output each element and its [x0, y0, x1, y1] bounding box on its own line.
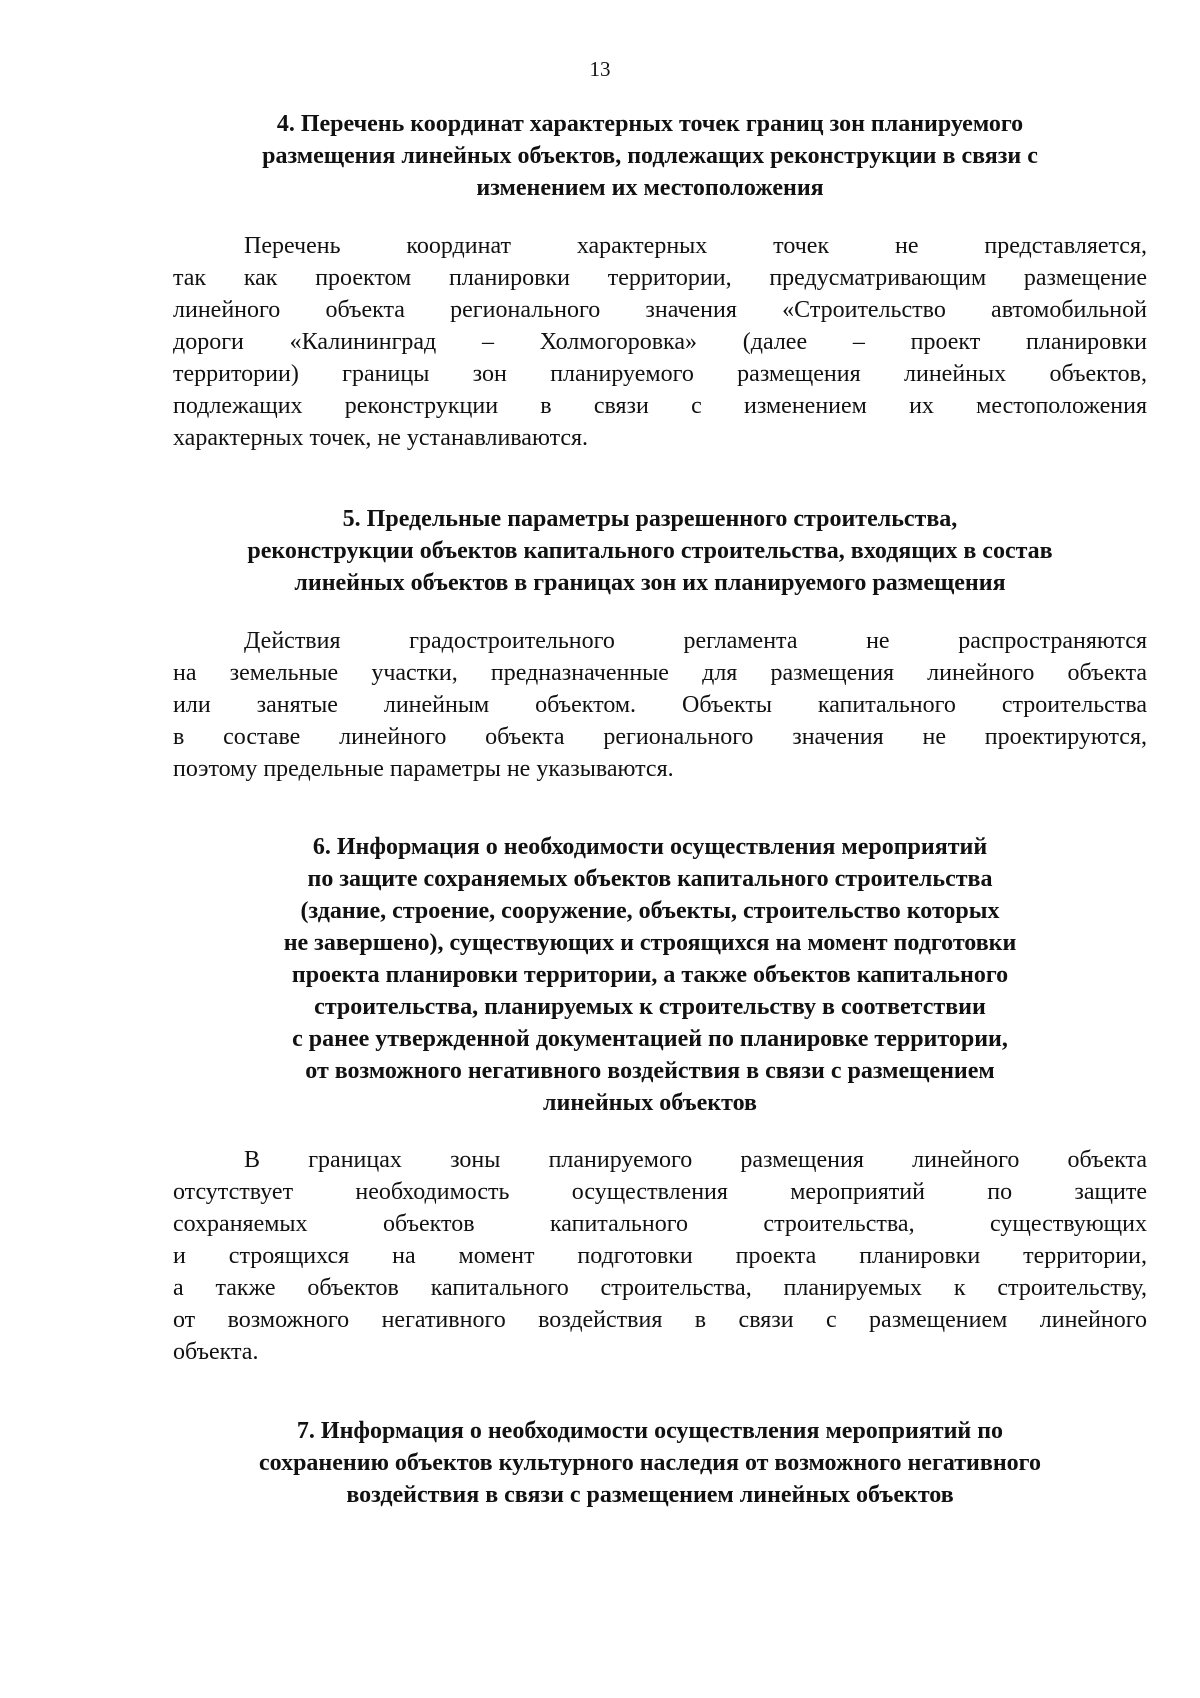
paragraph-line: характерных точек, не устанавливаются.	[173, 425, 589, 451]
page-number: 13	[589, 57, 611, 81]
heading-line: линейных объектов	[543, 1090, 757, 1116]
section-6-paragraph	[173, 1144, 1147, 1368]
heading-line: изменением их местоположения	[476, 175, 824, 201]
paragraph-line: на земельные участки, предназначенные для размещения линейного объекта	[173, 660, 1147, 686]
paragraph-line: в составе линейного объекта регионального значения не проектируются,	[173, 724, 1147, 750]
heading-line: не завершено), существующих и строящихся на момент подготовки	[283, 930, 1017, 956]
paragraph-line: дороги «Калининград – Холмогоровка» (далее – проект планировки	[173, 329, 1147, 355]
paragraph-line: линейного объекта регионального значения «Строительство автомобильной	[173, 297, 1147, 323]
section-7-heading	[150, 1415, 1150, 1511]
heading-line: размещения линейных объектов, подлежащих реконструкции в связи с	[262, 143, 1038, 169]
paragraph-line: и строящихся на момент подготовки проекта планировки территории,	[173, 1243, 1147, 1269]
paragraph-line: отсутствует необходимость осуществления мероприятий по защите	[173, 1179, 1147, 1205]
paragraph-line: территории) границы зон планируемого размещения линейных объектов,	[173, 361, 1147, 387]
paragraph-line: сохраняемых объектов капитального строительства, существующих	[173, 1211, 1147, 1237]
paragraph-line: поэтому предельные параметры не указываются.	[173, 756, 674, 782]
section-5-heading	[150, 503, 1150, 599]
heading-line: реконструкции объектов капитального строительства, входящих в состав	[247, 538, 1053, 564]
paragraph-line: так как проектом планировки территории, предусматривающим размещение	[173, 265, 1147, 291]
section-5-paragraph	[173, 625, 1147, 785]
heading-line: от возможного негативного воздействия в связи с размещением	[305, 1058, 995, 1084]
heading-line: 7. Информация о необходимости осуществления мероприятий по	[296, 1418, 1004, 1444]
heading-line: 5. Предельные параметры разрешенного строительства,	[342, 506, 958, 532]
heading-line: линейных объектов в границах зон их планируемого размещения	[294, 570, 1006, 596]
heading-line: проекта планировки территории, а также объектов капитального	[291, 962, 1009, 988]
paragraph-line: объекта.	[173, 1339, 259, 1365]
heading-line: по защите сохраняемых объектов капитального строительства	[307, 866, 993, 892]
section-6-heading	[150, 831, 1150, 1119]
heading-line: сохранению объектов культурного наследия от возможного негативного	[259, 1450, 1041, 1476]
paragraph-line: Перечень координат характерных точек не представляется,	[244, 233, 1147, 259]
heading-line: строительства, планируемых к строительству в соответствии	[314, 994, 986, 1020]
section-4-heading	[150, 108, 1150, 204]
paragraph-line: от возможного негативного воздействия в связи с размещением линейного	[173, 1307, 1147, 1333]
paragraph-line: В границах зоны планируемого размещения линейного объекта	[244, 1147, 1147, 1173]
heading-line: с ранее утвержденной документацией по планировке территории,	[292, 1026, 1008, 1052]
paragraph-line: а также объектов капитального строительства, планируемых к строительству,	[173, 1275, 1147, 1301]
paragraph-line: подлежащих реконструкции в связи с изменением их местоположения	[173, 393, 1147, 419]
paragraph-line: Действия градостроительного регламента не распространяются	[244, 628, 1147, 654]
heading-line: 6. Информация о необходимости осуществления мероприятий	[312, 834, 988, 860]
heading-line: 4. Перечень координат характерных точек границ зон планируемого	[276, 111, 1024, 137]
heading-line: (здание, строение, сооружение, объекты, строительство которых	[300, 898, 1000, 924]
heading-line: воздействия в связи с размещением линейных объектов	[346, 1482, 954, 1508]
paragraph-line: или занятые линейным объектом. Объекты капитального строительства	[173, 692, 1147, 718]
section-4-paragraph	[173, 230, 1147, 454]
